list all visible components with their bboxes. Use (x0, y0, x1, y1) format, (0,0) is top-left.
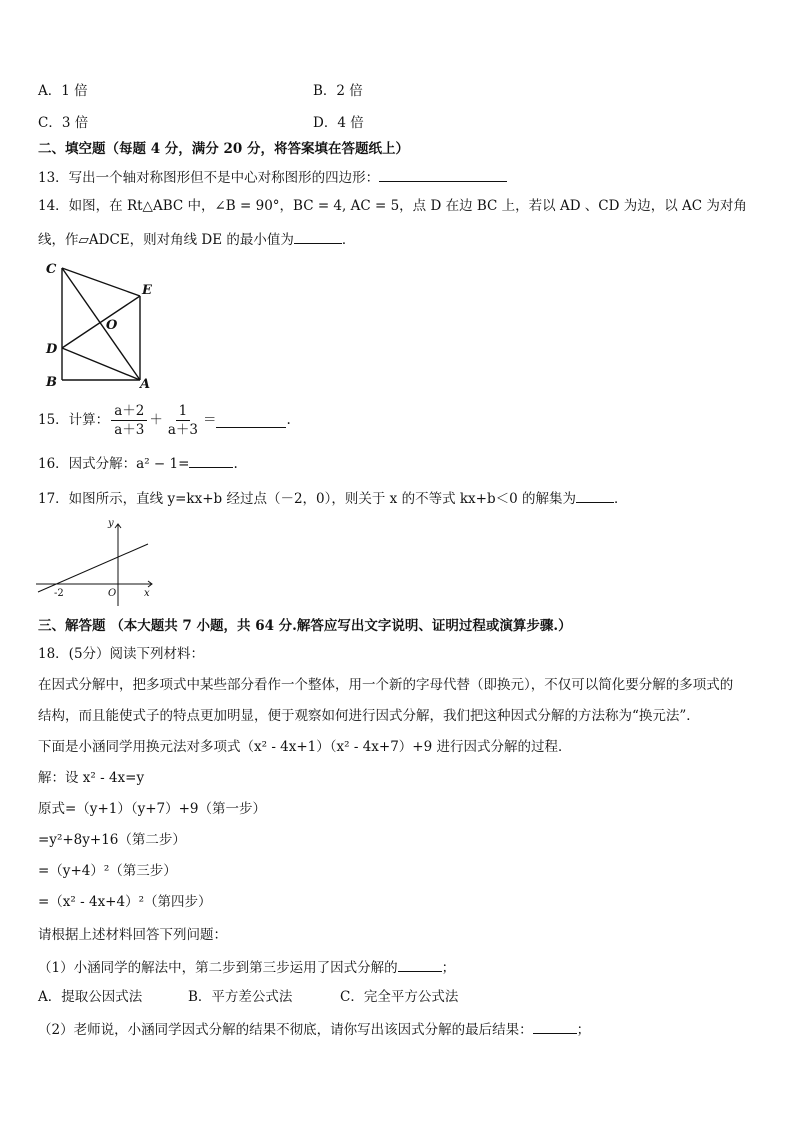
solution-step-3: =（y+4）²（第三步） (38, 863, 177, 879)
question-14-end: ． (341, 232, 356, 248)
sub-1-text: （1）小涵同学的解法中，第二步到第三步运用了因式分解的 (38, 960, 398, 976)
label-minus-2: -2 (54, 588, 64, 599)
question-15-end: . (286, 412, 291, 428)
option-c: C．3 倍 (38, 115, 89, 131)
question-16 (38, 453, 238, 473)
segment-ca (62, 268, 140, 380)
figure-parallelogram (40, 258, 160, 392)
label-a: A (140, 377, 151, 392)
fraction-1-numerator: a＋2 (111, 402, 147, 421)
answer-blank-18-2[interactable] (533, 1019, 577, 1034)
question-18-title: 18．(5分）阅读下列材料： (38, 646, 205, 662)
question-17 (38, 488, 628, 508)
choice-c: C．完全平方公式法 (340, 989, 459, 1005)
option-b: B．2 倍 (313, 83, 363, 99)
label-x: x (144, 588, 150, 599)
choice-a: A．提取公因式法 (38, 989, 143, 1005)
plus-sign: ＋ (149, 412, 163, 428)
sub-2-end: ； (576, 1022, 591, 1038)
sub-2-text: （2）老师说，小涵同学因式分解的结果不彻底，请你写出该因式分解的最后结果： (38, 1022, 533, 1038)
fraction-2-denominator: a＋3 (167, 421, 198, 438)
question-13-text: 13．写出一个轴对称图形但不是中心对称图形的四边形： (38, 170, 380, 186)
fraction-1-denominator: a＋3 (114, 421, 145, 438)
question-18-ask: 请根据上述材料回答下列问题： (38, 927, 227, 943)
question-18-paragraph-1: 在因式分解中，把多项式中某些部分看作一个整体，用一个新的字母代替（即换元），不仅可以简化要分解的多项式的 (38, 677, 734, 693)
choice-b: B．平方差公式法 (188, 989, 293, 1005)
label-d: D (46, 342, 58, 357)
question-18-choices (38, 988, 458, 1006)
answer-blank-18-1[interactable] (398, 957, 442, 972)
label-origin: O (108, 588, 117, 599)
option-d: D．4 倍 (313, 115, 364, 131)
question-18-sub-1 (38, 957, 455, 977)
question-15 (38, 400, 291, 440)
segment-ce (62, 268, 140, 296)
section2-header: 二、填空题（每题 4 分，满分 20 分，将答案填在答题纸上） (38, 141, 409, 157)
label-o: O (106, 318, 118, 333)
question-17-end: ． (614, 491, 628, 507)
solution-step-1: 原式=（y+1）（y+7）+9（第一步） (38, 801, 267, 817)
fraction-2 (165, 402, 201, 439)
solution-step-0: 解：设 x² - 4x=y (38, 770, 145, 786)
answer-blank-16[interactable] (189, 453, 233, 468)
fraction-1 (111, 402, 147, 439)
answer-blank-13[interactable] (379, 167, 507, 182)
question-14-line1: 14．如图，在 Rt△ABC 中，∠B = 90°，BC = 4, AC = 5，点 D 在边 BC 上，若以 AD 、CD 为边，以 AC 为对角 (38, 198, 747, 214)
label-b: B (46, 375, 57, 390)
question-18-paragraph-3: 下面是小涵同学用换元法对多项式（x² - 4x+1）（x² - 4x+7）+9 进行因式分解的过程． (38, 739, 572, 755)
question-14-text: 线，作▱ADCE，则对角线 DE 的最小值为 (38, 232, 294, 248)
question-15-text: 15．计算： (38, 412, 110, 428)
question-16-end: . (233, 456, 238, 472)
answer-blank-14[interactable] (294, 229, 342, 244)
option-a: A．1 倍 (38, 83, 88, 99)
figure-line-graph (36, 514, 156, 610)
segment-de (62, 296, 140, 348)
question-18-paragraph-2: 结构，而且能使式子的特点更加明显，便于观察如何进行因式分解，我们把这种因式分解的方法称为“换元法”． (38, 708, 700, 724)
equals-sign: ＝ (202, 412, 217, 428)
label-e: E (142, 283, 152, 298)
question-18-sub-2 (38, 1019, 590, 1039)
section3-header: 三、解答题 （本大题共 7 小题，共 64 分.解答应写出文字说明、证明过程或演算步骤.） (38, 618, 572, 634)
question-16-text: 16．因式分解：a² − 1= (38, 456, 190, 472)
question-14-line2 (38, 229, 355, 249)
question-13 (38, 167, 507, 187)
sub-1-end: ； (441, 960, 456, 976)
solution-step-2: =y²+8y+16（第二步） (38, 832, 186, 848)
label-y: y (108, 518, 114, 529)
line-y-kx-b (38, 544, 148, 592)
question-17-text: 17．如图所示，直线 y=kx+b 经过点（－2，0），则关于 x 的不等式 kx+b＜0 的解集为 (38, 491, 576, 507)
fraction-2-numerator: 1 (176, 402, 191, 421)
answer-blank-15[interactable] (216, 413, 286, 428)
label-c: C (46, 262, 57, 277)
solution-step-4: =（x² - 4x+4）²（第四步） (38, 894, 212, 910)
answer-blank-17[interactable] (576, 488, 614, 503)
